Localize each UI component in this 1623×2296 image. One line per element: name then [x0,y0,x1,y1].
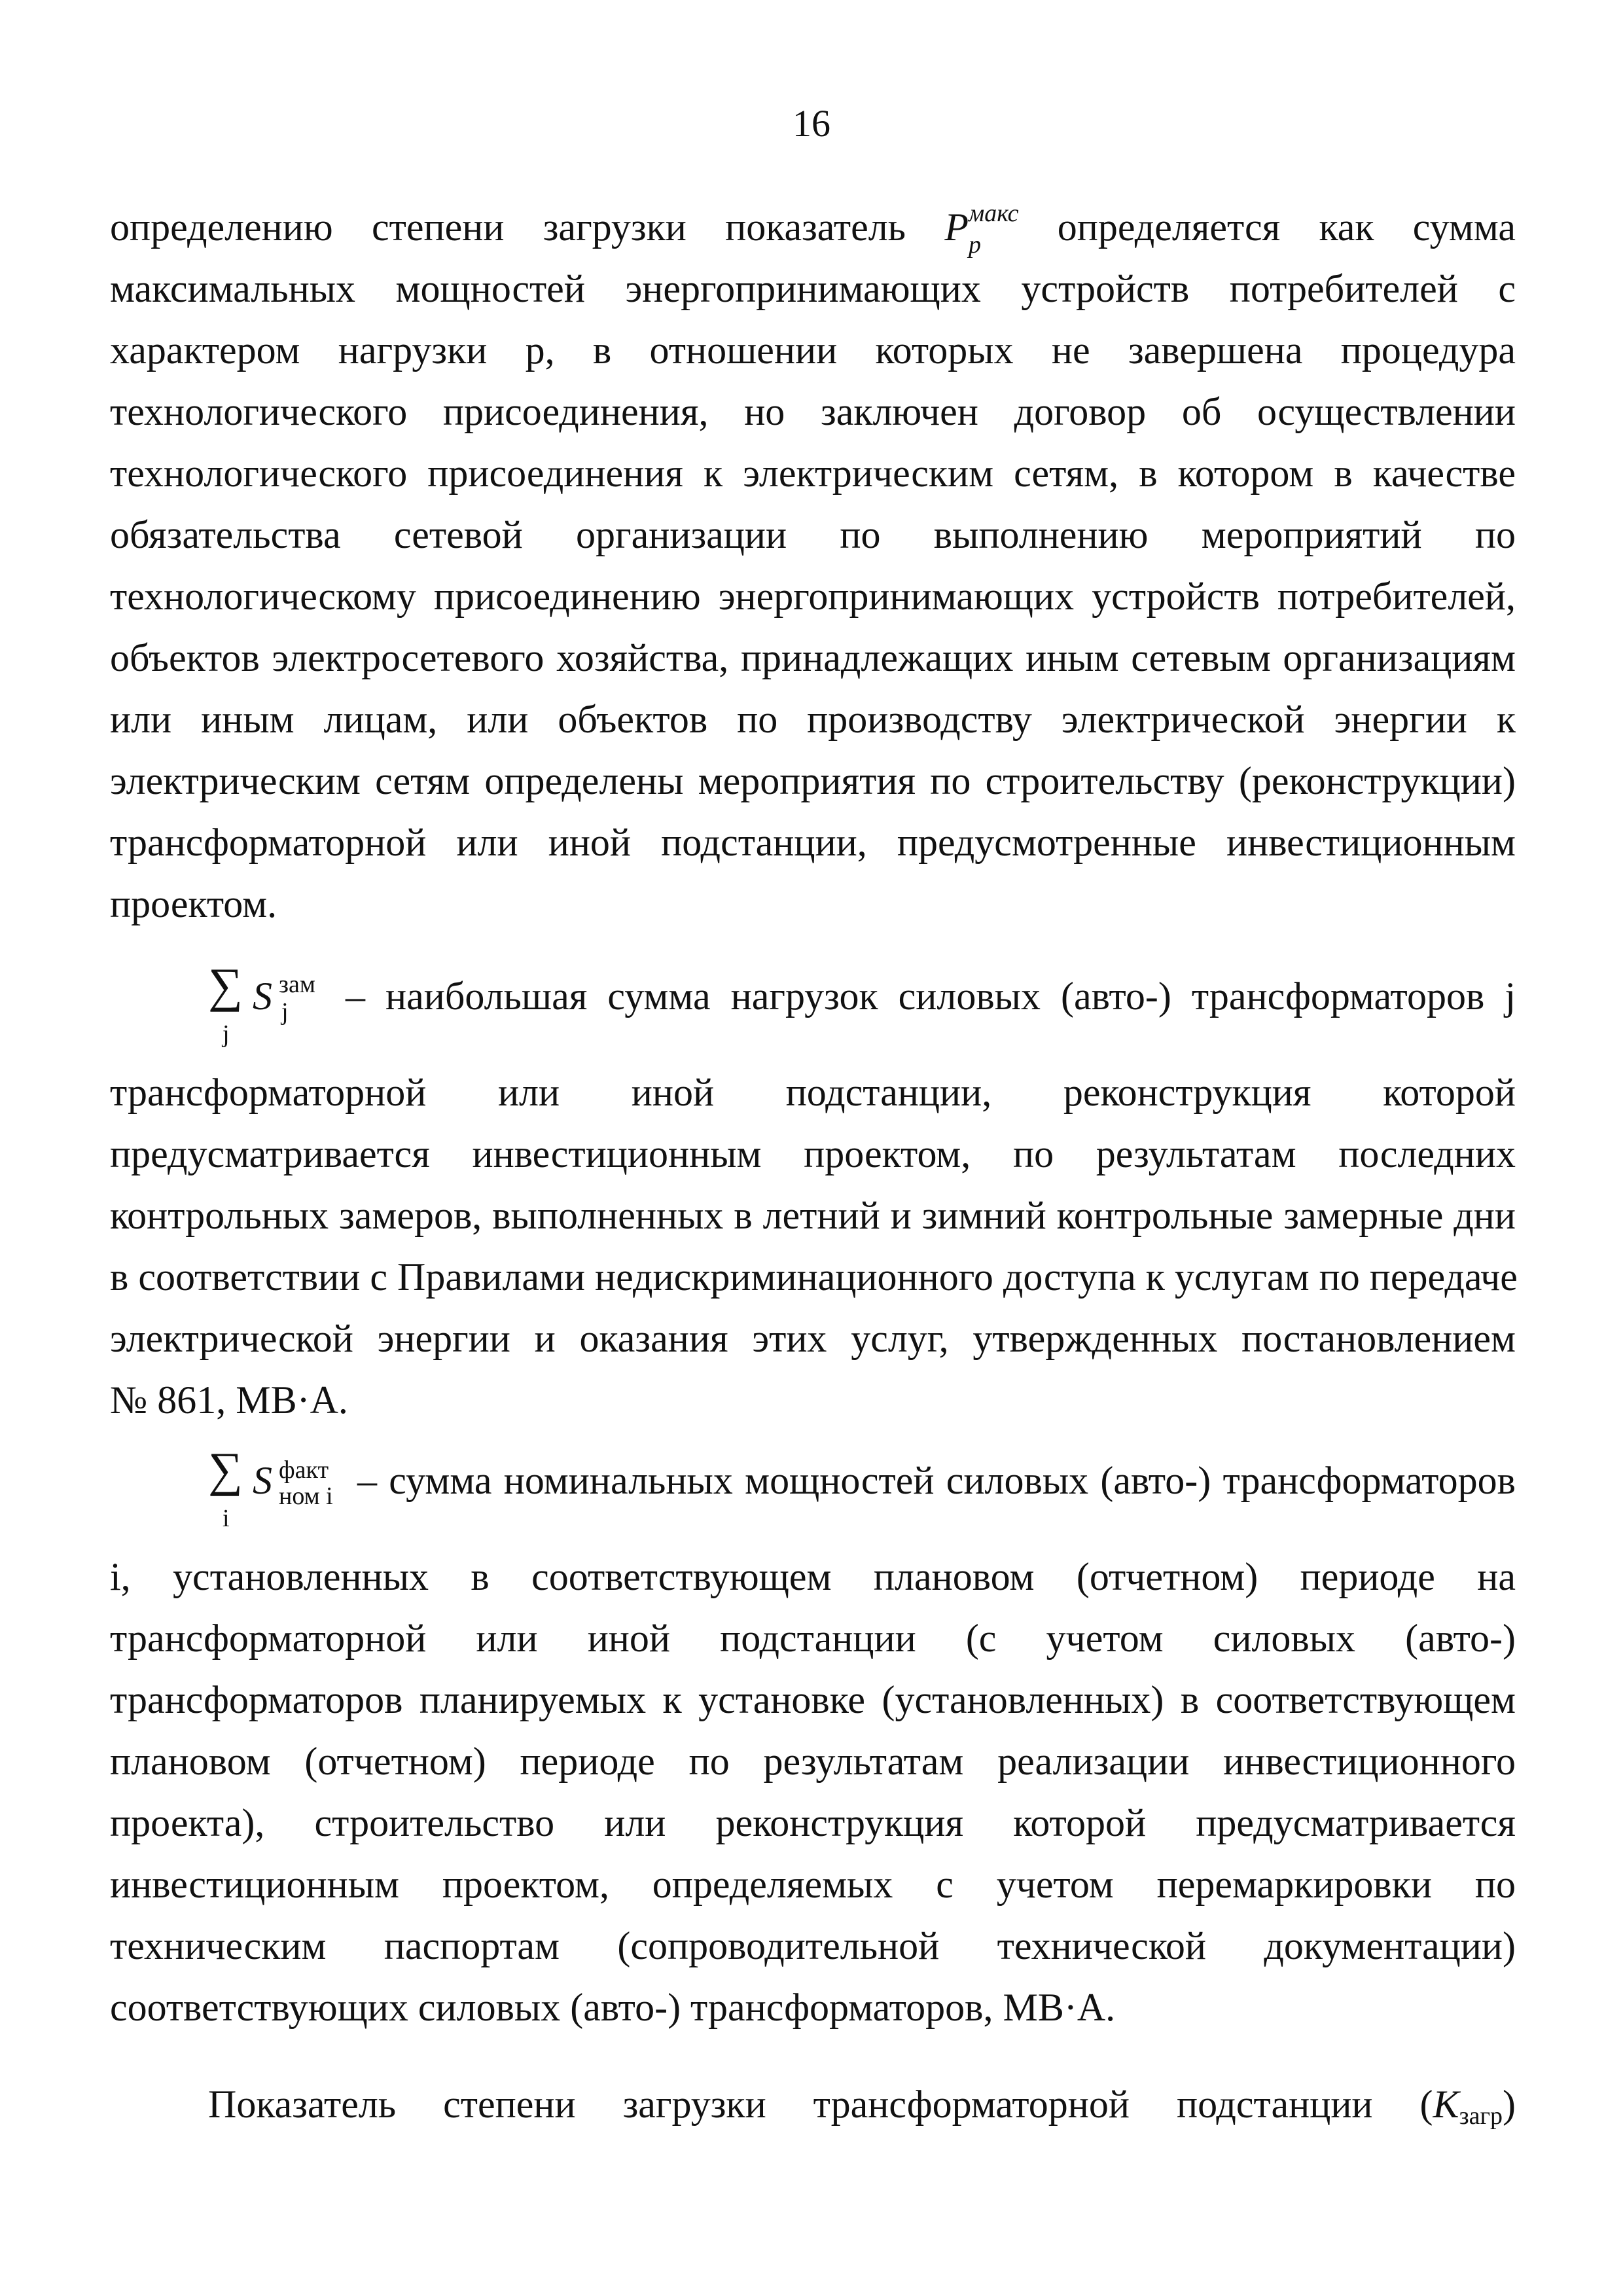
text-line: техническим паспортам (сопроводительной технической документации) [110,1924,1516,1967]
paragraph-1 [110,196,1516,935]
text-line: предусматривается инвестиционным проектом, по результатам последних [110,1132,1516,1175]
text-line: плановом (отчетном) периоде по результатам реализации инвестиционного [110,1740,1516,1783]
sum-symbol: ∑ [208,959,243,1013]
formula-paren-close: ) [1503,2083,1516,2126]
definition-sum-sj [208,959,1516,1057]
text-line: электрической энергии и оказания этих услуг, утвержденных постановлением [110,1317,1516,1360]
formula-subscript: p [969,231,981,259]
text-fragment: определяется как сумма [1057,206,1516,249]
text-line: максимальных мощностей энергопринимающих устройств потребителей с [110,267,1516,310]
text-line: № 861, МВ·А. [110,1378,348,1422]
text-line: трансформаторной или иной подстанции (с учетом силовых (авто-) [110,1617,1516,1660]
paragraph-last [110,2073,1516,2135]
formula-superscript: макс [969,200,1019,228]
text-line: технологического присоединения к электрическим сетям, в котором в качестве [110,452,1516,495]
formula-subscript: j [281,998,289,1026]
formula-p-max [944,196,1018,258]
formula-subscript: загр [1459,2102,1503,2130]
formula-k-load [1419,2083,1516,2130]
page-number: 16 [793,102,830,145]
text-line: контрольных замеров, выполненных в летний и зимний контрольные замерные дни [110,1194,1516,1237]
text-line: соответствующих силовых (авто-) трансформаторов, МВ·А. [110,1986,1116,2029]
text-line: или иным лицам, или объектов по производству электрической энергии к [110,698,1516,741]
text-fragment: определению степени загрузки показатель [110,206,906,249]
sum-index: i [223,1505,230,1532]
definition-2-body [110,1546,1516,2038]
text-line: трансформаторов планируемых к установке (установленных) в соответствующем [110,1678,1516,1721]
formula-paren-open: ( [1419,2083,1433,2126]
text-line: объектов электросетевого хозяйства, принадлежащих иным сетевым организациям [110,636,1516,679]
formula-superscript: факт [279,1456,329,1484]
sum-symbol: ∑ [208,1443,243,1497]
formula-variable: S [253,975,272,1018]
text-line: i, установленных в соответствующем плановом (отчетном) периоде на [110,1555,1516,1598]
definition-1-body [110,1062,1516,1431]
text-line: проекта), строительство или реконструкция которой предусматривается [110,1801,1516,1844]
definition-first-line: – сумма номинальных мощностей силовых (авто-) трансформаторов [357,1459,1516,1502]
text-line: трансформаторной или иной подстанции, реконструкция которой [110,1071,1516,1114]
definition-sum-si [208,1443,1516,1541]
text-line: технологического присоединения, но заключен договор об осуществлении [110,390,1516,433]
formula-variable: S [253,1459,272,1502]
text-line: обязательства сетевой организации по выполнению мероприятий по [110,513,1516,556]
text-line: характером нагрузки р, в отношении которых не завершена процедура [110,329,1516,372]
formula-subscript: ном i [279,1482,333,1510]
text-line: в соответствии с Правилами недискриминационного доступа к услугам по передаче [110,1255,1518,1299]
text-line [110,196,1516,258]
formula-superscript: зам [279,971,315,998]
definition-first-line: – наибольшая сумма нагрузок силовых (авто-) трансформаторов j [346,975,1516,1018]
sum-index: j [223,1020,230,1048]
text-line: инвестиционным проектом, определяемых с учетом перемаркировки по [110,1863,1516,1906]
text-line: трансформаторной или иной подстанции, предусмотренные инвестиционным [110,821,1516,864]
text-fragment: Показатель степени загрузки трансформаторной подстанции [208,2083,1373,2126]
text-line: технологическому присоединению энергопринимающих устройств потребителей, [110,575,1516,618]
text-line: проектом. [110,882,277,925]
formula-variable: K [1433,2083,1459,2126]
formula-variable: P [944,206,969,249]
text-line [110,2073,1516,2135]
text-line: электрическим сетям определены мероприятия по строительству (реконструкции) [110,759,1516,802]
